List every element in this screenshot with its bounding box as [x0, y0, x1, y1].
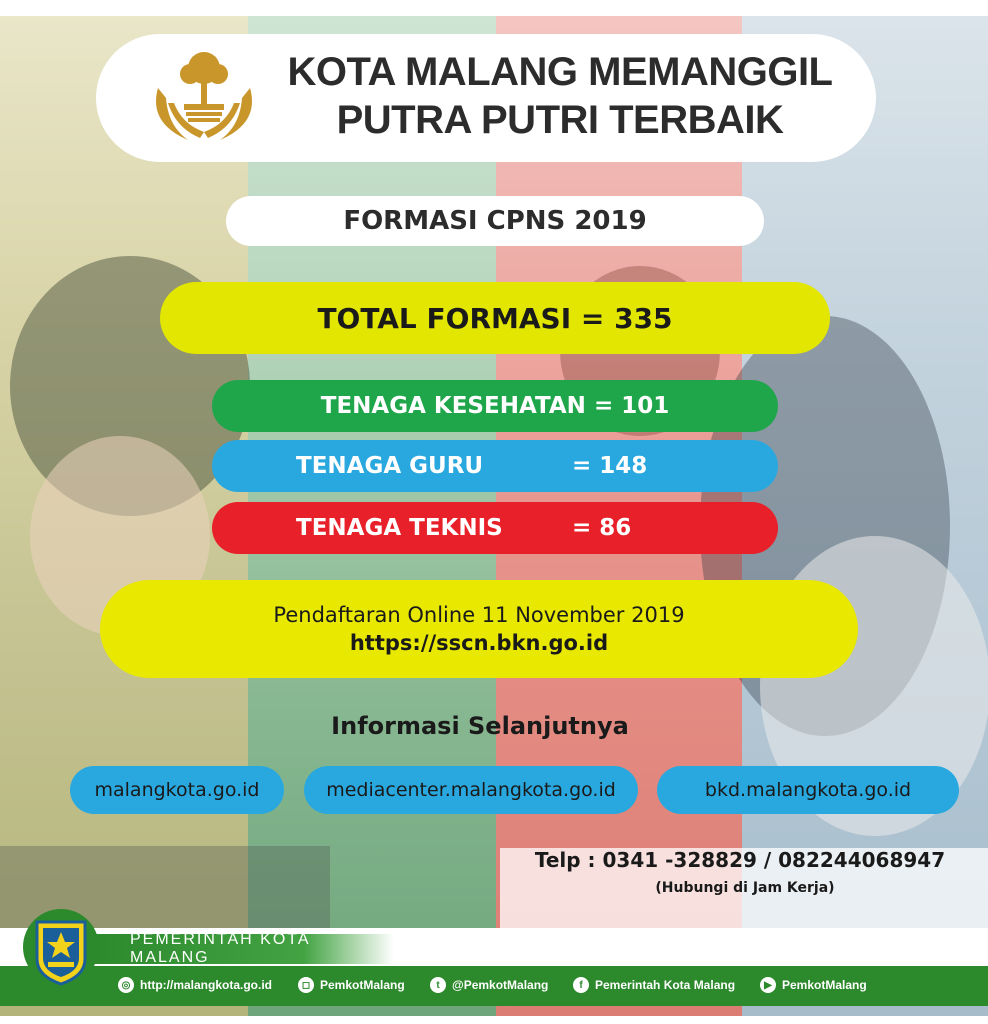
- korpri-logo-icon: [148, 48, 260, 146]
- youtube-icon: ▶: [760, 977, 776, 993]
- info-heading: Informasi Selanjutnya: [331, 712, 629, 740]
- government-label: PEMERINTAH KOTA MALANG: [94, 934, 394, 964]
- formasi-name: TENAGA KESEHATAN: [320, 393, 586, 419]
- social-facebook[interactable]: [573, 977, 735, 993]
- registration-text: Pendaftaran Online 11 November 2019: [273, 603, 685, 627]
- formasi-value: = 101: [593, 393, 670, 419]
- total-formasi-badge: TOTAL FORMASI = 335: [160, 282, 830, 354]
- registration-panel: [100, 580, 858, 678]
- title-line-1: KOTA MALANG MEMANGGIL: [287, 50, 833, 94]
- registration-url[interactable]: https://sscn.bkn.go.id: [349, 631, 609, 655]
- social-web-label: http://malangkota.go.id: [140, 978, 272, 992]
- subtitle-badge: FORMASI CPNS 2019: [226, 196, 764, 246]
- web-icon: ◎: [118, 977, 134, 993]
- formasi-value: = 86: [572, 515, 632, 541]
- formasi-row-teknis: [212, 502, 778, 554]
- formasi-row-kesehatan: [212, 380, 778, 432]
- link-malangkota[interactable]: malangkota.go.id: [70, 766, 284, 814]
- formasi-row-guru: [212, 440, 778, 492]
- social-web[interactable]: [118, 977, 272, 993]
- social-twitter[interactable]: [430, 977, 548, 993]
- formasi-name: TENAGA TEKNIS: [296, 515, 503, 541]
- formasi-name: TENAGA GURU: [296, 453, 484, 479]
- social-youtube-label: PemkotMalang: [782, 978, 867, 992]
- social-twitter-label: @PemkotMalang: [452, 978, 549, 992]
- link-bkd[interactable]: bkd.malangkota.go.id: [657, 766, 959, 814]
- facebook-icon: f: [573, 977, 589, 993]
- formasi-value: = 148: [572, 453, 648, 479]
- social-facebook-label: Pemerintah Kota Malang: [595, 978, 736, 992]
- social-instagram-label: PemkotMalang: [320, 978, 405, 992]
- instagram-icon: ◻: [298, 977, 314, 993]
- link-mediacenter[interactable]: mediacenter.malangkota.go.id: [304, 766, 638, 814]
- social-youtube[interactable]: [760, 977, 867, 993]
- social-instagram[interactable]: [298, 977, 405, 993]
- title-line-2: PUTRA PUTRI TERBAIK: [336, 98, 784, 142]
- contact-phone: Telp : 0341 -328829 / 082244068947: [534, 848, 946, 872]
- malang-crest-icon: [22, 904, 100, 990]
- contact-note: (Hubungi di Jam Kerja): [655, 880, 835, 896]
- twitter-icon: t: [430, 977, 446, 993]
